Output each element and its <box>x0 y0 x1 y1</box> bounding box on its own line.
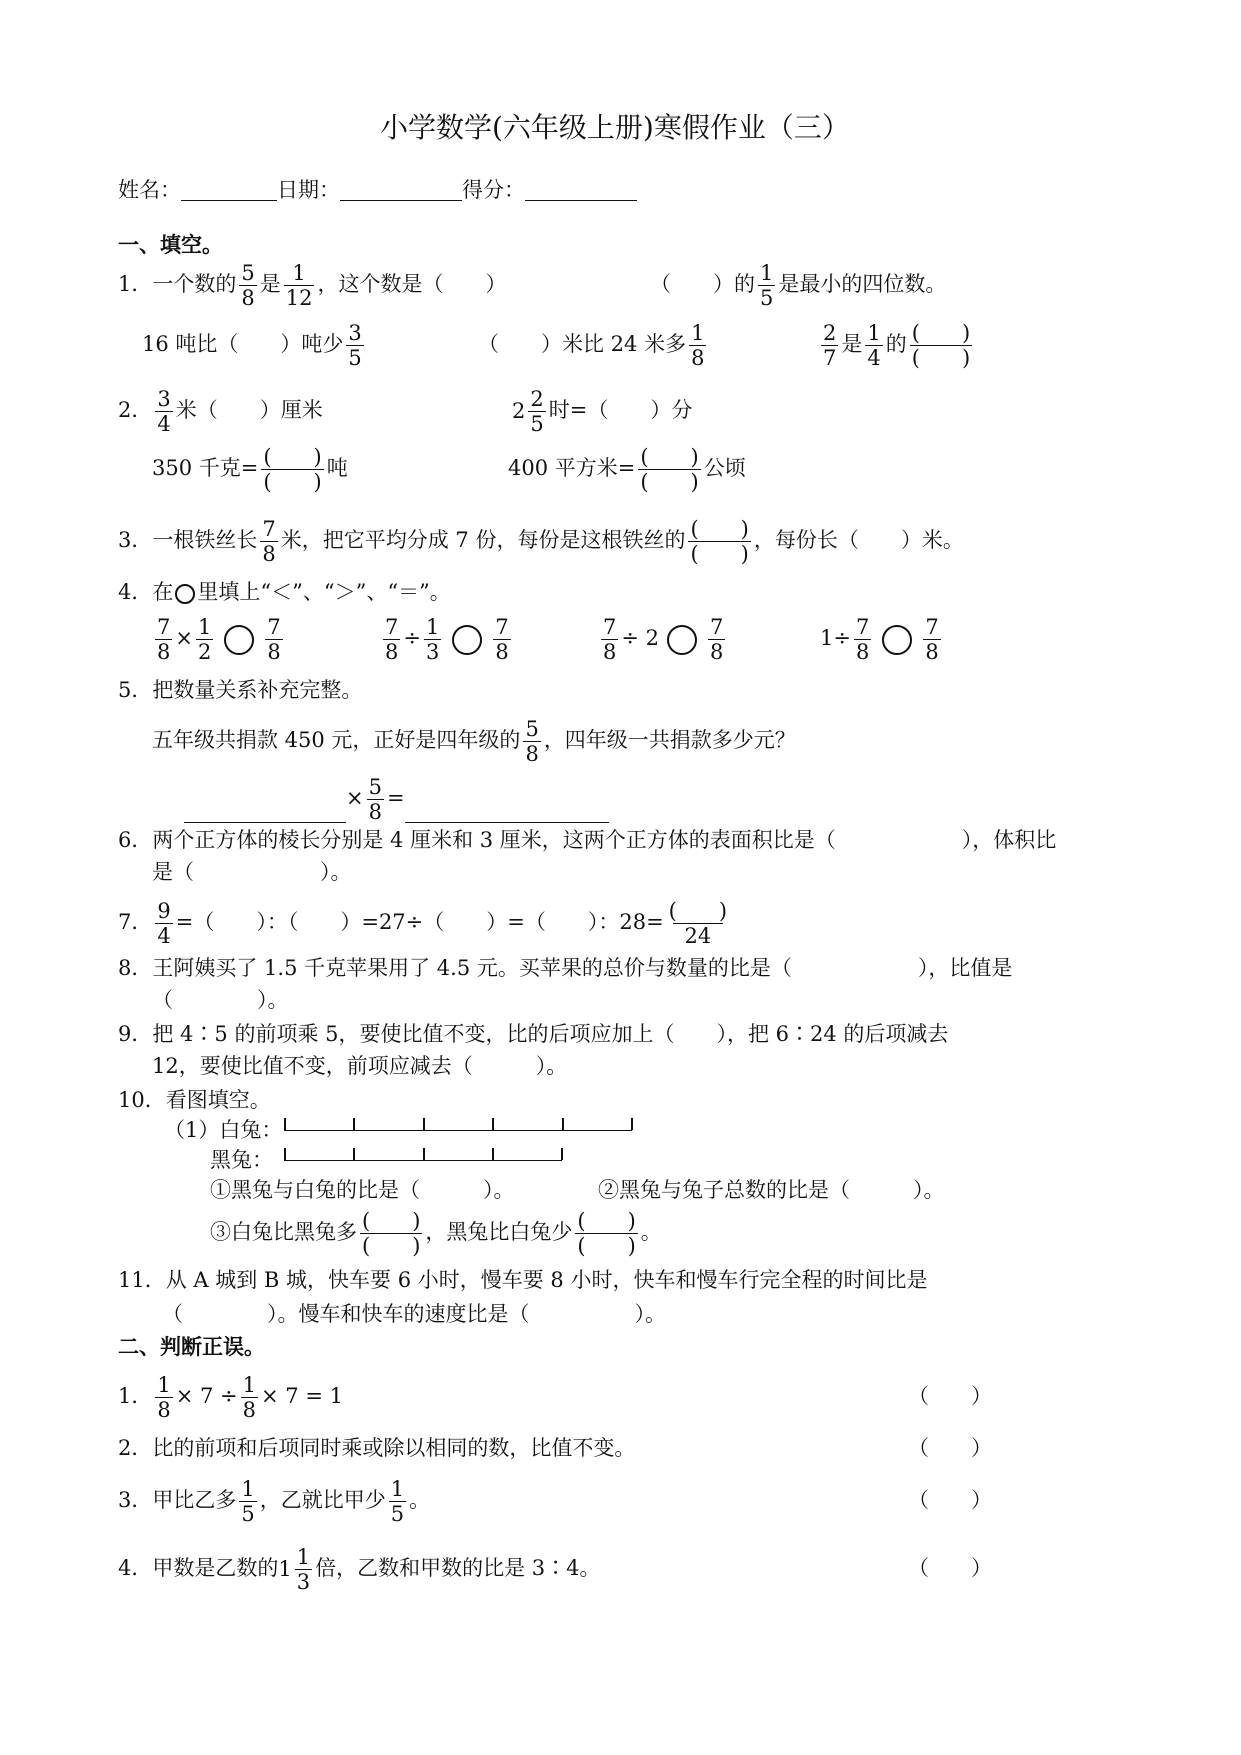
q2-part-d: 400 平方米= $\frac{( )}{( )}$ 公顷 <box>508 445 746 495</box>
score-field[interactable] <box>525 180 637 201</box>
q10-instruction: 10．看图填空。 <box>118 1088 271 1112</box>
q11-line1: 11．从 A 城到 B 城，快车要 6 小时，慢车要 8 小时，快车和慢车行完全程的时间比是 <box>118 1268 928 1292</box>
judge-item-4: 4．甲数是乙数的 1 $\frac{1}{3}$ 倍，乙数和甲数的比是 3∶4。 <box>118 1545 601 1595</box>
judge-item-2: 2．比的前项和后项同时乘或除以相同的数，比值不变。 <box>118 1436 636 1460</box>
compare-circle[interactable] <box>224 625 254 655</box>
q1-number: 1． <box>118 272 153 297</box>
blank-fraction[interactable]: $\frac{( )}{( )}$ <box>362 1209 421 1259</box>
q1d-text[interactable]: （ ）米比 24 米多 <box>478 332 687 357</box>
q7-blanks[interactable]: =（ ）：（ ）=27÷（ ）=（ ）：28= <box>175 910 664 935</box>
q9-line1[interactable]: 9．把 4∶5 的前项乘 5，要使比值不变，比的后项应加上（ ），把 6∶24 的后项减去 <box>118 1022 949 1046</box>
q4-expr-3: $\frac{7}{8}$ ÷ 2 $\frac{7}{8}$ <box>603 615 724 665</box>
q10-sub2[interactable]: ②黑兔与兔子总数的比是（ ）。 <box>598 1178 945 1202</box>
mixed-number: 2 $\frac{2}{5}$ <box>512 387 544 437</box>
q5-blank-2[interactable] <box>405 802 609 823</box>
blank-fraction[interactable]: $\frac{( )}{( )}$ <box>263 445 322 495</box>
q1-part-a: 1．一个数的 $\frac{5}{8}$ 是 $\frac{1}{12}$ ，这个数是（ ） <box>118 261 507 311</box>
judge-item-3: 3．甲比乙多 $\frac{1}{5}$ ，乙就比甲少 $\frac{1}{5}$ 。 <box>118 1477 431 1527</box>
q1-part-e: $\frac{2}{7}$ 是 $\frac{1}{4}$ 的 $\frac{( )}{( )}$ <box>823 321 971 371</box>
judge-blank-3[interactable]: （ ） <box>908 1488 992 1512</box>
score-label: 得分： <box>462 178 525 202</box>
name-field[interactable] <box>181 180 277 201</box>
black-rabbit-label: 黑兔： <box>210 1148 273 1172</box>
circle-icon <box>175 584 195 604</box>
q2-part-b <box>512 388 692 435</box>
judge-item-1: 1． $\frac{1}{8}$ × 7 ÷ $\frac{1}{8}$ × 7 = 1 <box>118 1373 343 1423</box>
q5-problem: 五年级共捐款 450 元，正好是四年级的 $\frac{5}{8}$ ，四年级一共捐款多少元？ <box>152 717 796 767</box>
q3: 3．一根铁丝长 $\frac{7}{8}$ 米，把它平均分成 7 份，每份是这根铁丝的 $\frac{( )}{( )}$ ，每份长（ ）米。 <box>118 517 964 567</box>
compare-circle[interactable] <box>452 625 482 655</box>
q4-instruction: 4．在 里填上“＜”、“＞”、“＝”。 <box>118 580 451 604</box>
q10-sub3: ③白兔比黑兔多 $\frac{( )}{( )}$ ，黑兔比白兔少 $\frac{( )}{( )}$ 。 <box>210 1209 662 1259</box>
date-field[interactable] <box>340 180 462 201</box>
q6-line1[interactable]: 6．两个正方体的棱长分别是 4 厘米和 3 厘米，这两个正方体的表面积比是（ ），体积比 <box>118 828 1057 852</box>
fraction: $\frac{3}{4}$ <box>157 387 171 437</box>
name-label: 姓名： <box>118 178 181 202</box>
blank-fraction[interactable]: $\frac{( )}{( )}$ <box>577 1209 636 1259</box>
q2b-text[interactable]: 时=（ ）分 <box>548 398 693 423</box>
section2-heading: 二、判断正误。 <box>118 1334 265 1359</box>
fraction: $\frac{1}{8}$ <box>691 321 705 371</box>
q5-equation: × $\frac{5}{8}$ = <box>184 776 609 823</box>
judge-blank-2[interactable]: （ ） <box>908 1436 992 1460</box>
q11-line2[interactable]: （ ）。慢车和快车的速度比是（ ）。 <box>162 1302 666 1326</box>
q5-instruction: 5．把数量关系补充完整。 <box>118 678 363 702</box>
date-label: 日期： <box>277 178 340 202</box>
q4-expr-2: $\frac{7}{8}$ ÷ $\frac{1}{3}$ $\frac{7}{8}$ <box>385 615 509 665</box>
compare-circle[interactable] <box>882 625 912 655</box>
blank-fraction[interactable]: $\frac{( )}{( )}$ <box>911 321 971 371</box>
judge-blank-1[interactable]: （ ） <box>908 1384 992 1408</box>
white-rabbit-label: （1）白兔： <box>164 1118 283 1142</box>
q3-answer-blank[interactable]: ，每份长（ ）米。 <box>753 528 964 553</box>
q2-number: 2． <box>118 398 153 423</box>
page-title: 小学数学(六年级上册)寒假作业（三） <box>380 111 850 144</box>
q4-expr-1: $\frac{7}{8}$ × $\frac{1}{2}$ $\frac{7}{8}$ <box>157 615 281 665</box>
q1a-answer-blank[interactable]: ，这个数是（ ） <box>317 272 507 297</box>
fraction: $\frac{7}{8}$ <box>262 517 276 567</box>
q5-blank-1[interactable] <box>184 802 346 823</box>
blank-fraction[interactable]: $\frac{( )}{( )}$ <box>640 445 699 495</box>
fraction: $\frac{1}{5}$ <box>760 261 774 311</box>
q1-part-c <box>142 322 367 369</box>
q2a-text[interactable]: 米（ ）厘米 <box>175 398 323 423</box>
fraction: $\frac{5}{8}$ <box>241 261 255 311</box>
q1-part-b: （ ）的 $\frac{1}{5}$ 是最小的四位数。 <box>650 261 947 311</box>
q1-part-d <box>478 322 709 369</box>
q2-part-c: 350 千克= $\frac{( )}{( )}$ 吨 <box>152 445 348 495</box>
q4-expr-4: 1÷ $\frac{7}{8}$ $\frac{7}{8}$ <box>820 615 939 665</box>
judge-blank-4[interactable]: （ ） <box>908 1556 992 1580</box>
fraction: $\frac{1}{4}$ <box>867 321 881 371</box>
q1a-text: 一个数的 <box>152 272 237 297</box>
fraction: $\frac{2}{7}$ <box>823 321 837 371</box>
header-row <box>118 180 637 201</box>
compare-circle[interactable] <box>667 625 697 655</box>
q10-sub1[interactable]: ①黑兔与白兔的比是（ ）。 <box>210 1178 515 1202</box>
blank-fraction[interactable]: $\frac{( )}{24}$ <box>668 899 728 949</box>
section1-heading: 一、填空。 <box>118 232 223 257</box>
q7: 7． $\frac{9}{4}$ =（ ）：（ ）=27÷（ ）=（ ）：28= $\frac{( )}{24}$ <box>118 899 728 949</box>
q6-line2[interactable]: 是（ ）。 <box>152 860 352 884</box>
q8-line2[interactable]: （ ）。 <box>152 988 289 1012</box>
q8-line1[interactable]: 8．王阿姨买了 1.5 千克苹果用了 4.5 元。买苹果的总价与数量的比是（ ），比值是 <box>118 956 1013 980</box>
q9-line2[interactable]: 12，要使比值不变，前项应减去（ ）。 <box>152 1054 568 1078</box>
blank-fraction[interactable]: $\frac{( )}{( )}$ <box>690 517 749 567</box>
fraction: $\frac{1}{12}$ <box>285 261 313 311</box>
q1b-text[interactable]: （ ）的 <box>650 272 755 297</box>
fraction: $\frac{3}{5}$ <box>348 321 362 371</box>
q2-part-a <box>118 388 323 435</box>
q1c-text[interactable]: 16 吨比（ ）吨少 <box>142 332 344 357</box>
